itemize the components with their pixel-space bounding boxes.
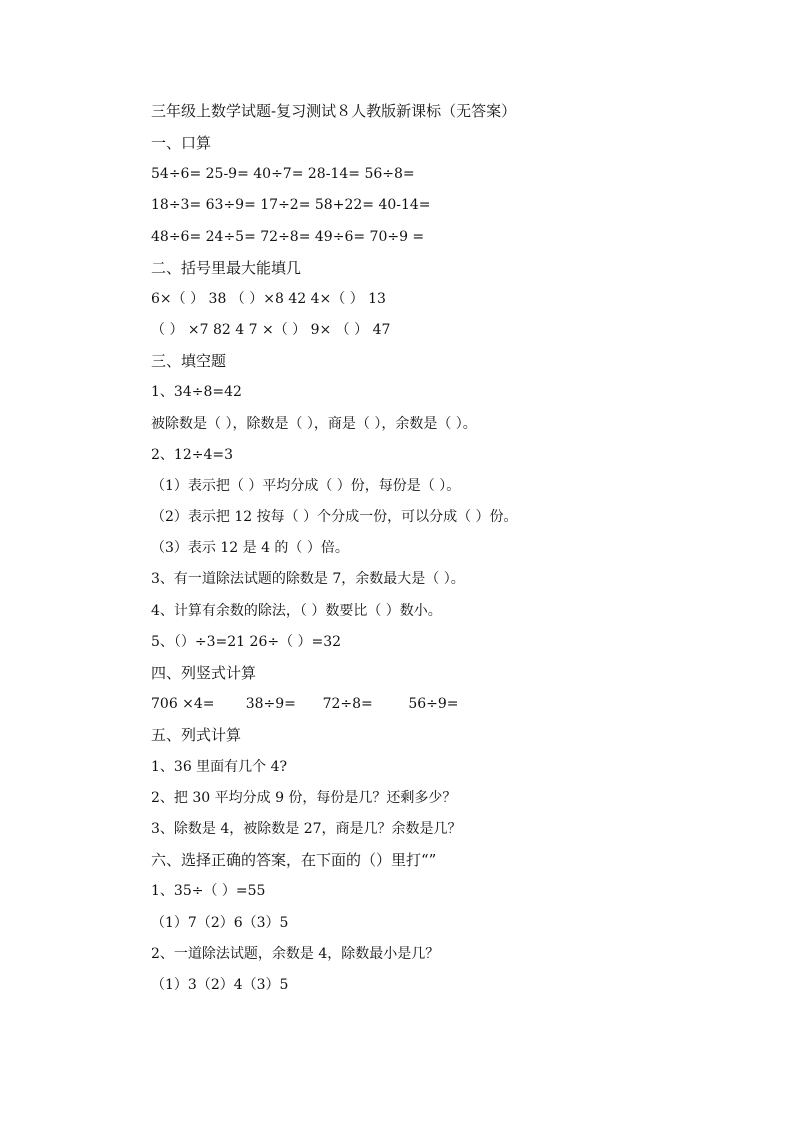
section5-heading: 五、列式计算 [151,726,242,744]
section1-heading: 一、口算 [151,134,212,152]
section4-heading: 四、列竖式计算 [151,664,257,682]
section5-q3: 3、除数是 4，被除数是 27，商是几？余数是几？ [151,821,462,837]
section3-q4: 4、计算有余数的除法，（ ）数要比（ ）数小。 [151,603,442,619]
section3-q1-text: 被除数是（ ），除数是（ ），商是（ ），余数是（ ）。 [151,416,477,432]
section1-row1: 54÷6= 25-9= 40÷7= 28-14= 56÷8= [151,166,415,182]
section3-heading: 三、填空题 [151,352,227,370]
section3-q5: 5、（）÷3=21 26÷（ ）=32 [151,634,342,650]
section2-heading: 二、括号里最大能填几 [151,259,302,277]
section3-q1: 1、34÷8=42 [151,384,242,400]
section1-row2: 18÷3= 63÷9= 17÷2= 58+22= 40-14= [151,197,431,213]
section3-q2-part3: （3）表示 12 是 4 的（ ）倍。 [151,540,349,556]
section6-q1: 1、35÷（ ）=55 [151,883,266,899]
document-title: 三年级上数学试题-复习测试８人教版新课标（无答案） [151,102,517,120]
section3-q2-part1: （1）表示把（ ）平均分成（ ）份，每份是（ ）。 [151,478,461,494]
section3-q3: 3、有一道除法试题的除数是 7，余数最大是（ ）。 [151,571,465,587]
section3-q2-part2: （2）表示把 12 按每（ ）个分成一份，可以分成（ ）份。 [151,509,518,525]
section6-heading: 六、选择正确的答案，在下面的（）里打“” [151,851,437,869]
section2-row1: 6×（ ） 38 （ ）×8 42 4×（ ） 13 [151,291,386,307]
section5-q2: 2、把 30 平均分成 9 份，每份是几？还剩多少？ [151,790,457,806]
section1-row3: 48÷6= 24÷5= 72÷8= 49÷6= 70÷9 = [151,229,425,245]
section6-q2: 2、一道除法试题，余数是 4，除数最小是几？ [151,946,440,962]
section4-row: 706 ×4= 38÷9= 72÷8= 56÷9= [151,696,459,712]
section5-q1: 1、36 里面有几个 4? [151,759,288,775]
section6-q2-options: （1）3（2）4（3）5 [151,977,289,993]
section3-q2: 2、12÷4=3 [151,447,233,463]
section2-row2: （ ） ×7 82 4 7 ×（ ） 9× （ ） 47 [151,322,391,338]
section6-q1-options: （1）7（2）6（3）5 [151,915,289,931]
